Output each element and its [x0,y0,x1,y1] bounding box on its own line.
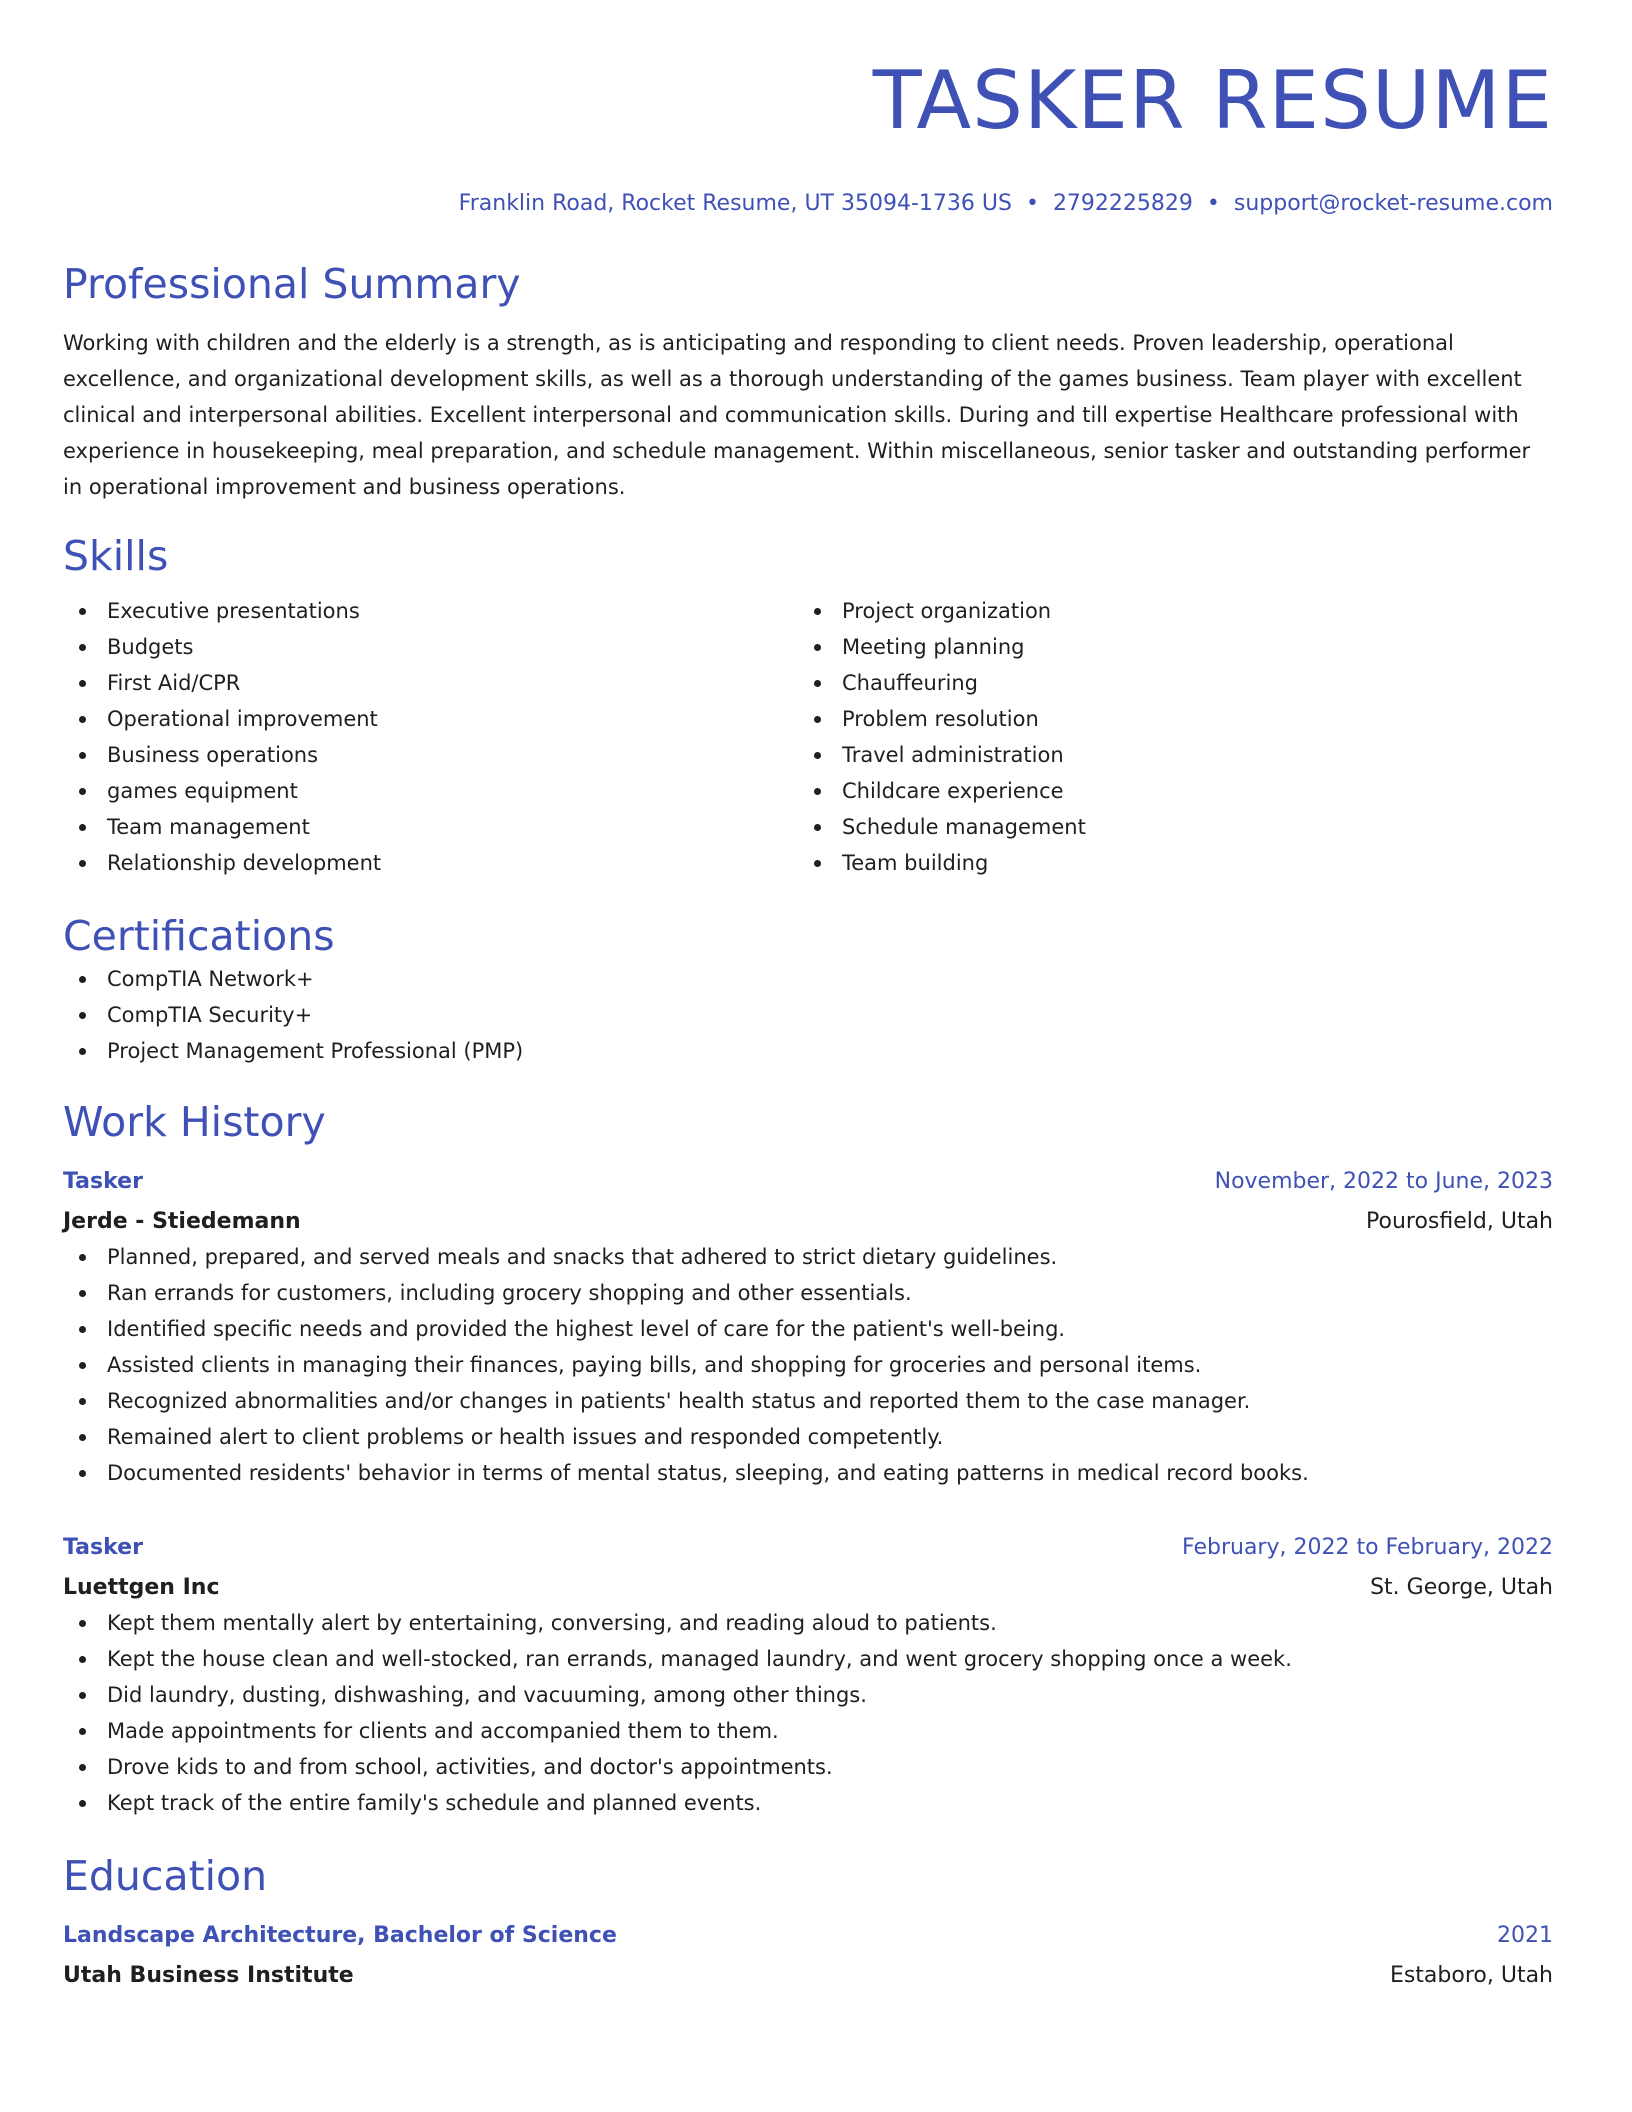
skills-list-right [798,593,1533,881]
job-duty-text: Planned, prepared, and served meals and snacks that adhered to strict dietary guidelines. [107,1245,1058,1269]
education-location: Estaboro, Utah [1389,1963,1553,1988]
bullet-icon [79,1692,86,1699]
skill-label: Project organization [842,599,1052,623]
contact-separator: • [1206,191,1220,216]
bullet-icon [79,1254,86,1261]
job-duty-text: Made appointments for clients and accompanied them to them. [107,1719,779,1743]
education-header-row [63,1919,1553,1953]
job-header-row [63,1531,1553,1565]
bullet-icon [814,608,821,615]
certification-label: CompTIA Security+ [107,1003,313,1027]
skills-column-right [798,593,1533,881]
skills-list-left [63,593,798,881]
skill-label: Chauffeuring [842,671,978,695]
resume-name: TASKER RESUME [872,54,1553,147]
job-duty [63,1275,1553,1311]
work-history-heading: Work History [63,1098,326,1146]
job-title: Tasker [63,1535,143,1560]
bullet-icon [79,1290,86,1297]
skill-label: Executive presentations [107,599,360,623]
skill-item [798,809,1533,845]
bullet-icon [79,1398,86,1405]
job-duty [63,1419,1553,1455]
skill-item [798,737,1533,773]
skill-item [798,665,1533,701]
bullet-icon [814,644,821,651]
bullet-icon [79,824,86,831]
skills-heading: Skills [63,532,169,580]
job-duty [63,1383,1553,1419]
certification-label: CompTIA Network+ [107,967,314,991]
skill-label: Relationship development [107,851,382,875]
job-duty-text: Drove kids to and from school, activities, and doctor's appointments. [107,1755,833,1779]
job-duty-text: Documented residents' behavior in terms of mental status, sleeping, and eating patterns in medical record books. [107,1461,1309,1485]
bullet-icon [79,788,86,795]
bullet-icon [79,1434,86,1441]
job-company: Luettgen Inc [63,1575,220,1600]
job-location: St. George, Utah [1370,1575,1553,1600]
bullet-icon [79,680,86,687]
bullet-icon [79,1764,86,1771]
job-duty-text: Remained alert to client problems or health issues and responded competently. [107,1425,944,1449]
job-duty-text: Identified specific needs and provided the highest level of care for the patient's well-being. [107,1317,1066,1341]
job-duty [63,1347,1553,1383]
job-duty-text: Kept track of the entire family's schedule and planned events. [107,1791,762,1815]
job-duty-text: Ran errands for customers, including grocery shopping and other essentials. [107,1281,912,1305]
job-entry [63,1531,1553,1821]
skill-label: games equipment [107,779,298,803]
bullet-icon [79,1326,86,1333]
bullet-icon [79,860,86,867]
bullet-icon [79,716,86,723]
job-company: Jerde - Stiedemann [63,1209,301,1234]
job-duty [63,1677,1553,1713]
bullet-icon [79,976,86,983]
job-duty [63,1785,1553,1821]
job-duty-text: Recognized abnormalities and/or changes in patients' health status and reported them to the case manager. [107,1389,1251,1413]
skill-label: Team management [107,815,310,839]
job-duty-text: Assisted clients in managing their finances, paying bills, and shopping for groceries and personal items. [107,1353,1202,1377]
bullet-icon [79,644,86,651]
bullet-icon [79,1048,86,1055]
contact-separator: • [1025,191,1039,216]
skill-label: Schedule management [842,815,1086,839]
skill-label: Team building [842,851,989,875]
skill-label: Problem resolution [842,707,1039,731]
education-school: Utah Business Institute [63,1963,354,1988]
bullet-icon [814,752,821,759]
certification-item [63,961,1553,997]
bullet-icon [79,1728,86,1735]
certification-item [63,1033,1553,1069]
skill-label: First Aid/CPR [107,671,241,695]
skill-label: Travel administration [842,743,1064,767]
certifications-list [63,961,1553,1069]
job-entry [63,1165,1553,1491]
bullet-icon [814,824,821,831]
skill-item [63,701,798,737]
bullet-icon [814,860,821,867]
job-duty-text: Kept the house clean and well-stocked, ran errands, managed laundry, and went grocery shopping once a week. [107,1647,1292,1671]
skill-item [63,737,798,773]
skill-item [63,773,798,809]
skill-item [798,629,1533,665]
bullet-icon [79,1362,86,1369]
job-dates: February, 2022 to February, 2022 [1182,1535,1553,1560]
education-year: 2021 [1497,1923,1553,1948]
summary-heading: Professional Summary [63,260,521,308]
certification-item [63,997,1553,1033]
job-header-row [63,1165,1553,1199]
job-duty [63,1605,1553,1641]
skill-label: Budgets [107,635,194,659]
job-duty [63,1239,1553,1275]
job-duty-text: Kept them mentally alert by entertaining, conversing, and reading aloud to patients. [107,1611,997,1635]
education-school-row [63,1953,1553,1993]
job-location: Pourosfield, Utah [1366,1209,1553,1234]
skill-item [798,845,1533,881]
bullet-icon [79,1800,86,1807]
bullet-icon [79,1470,86,1477]
contact-line [63,189,1553,219]
skills-column-left [63,593,798,881]
skill-item [63,629,798,665]
job-duties-list [63,1605,1553,1821]
skill-item [63,809,798,845]
education-entry [63,1919,1553,1993]
certification-label: Project Management Professional (PMP) [107,1039,524,1063]
bullet-icon [814,788,821,795]
skill-item [798,701,1533,737]
job-duty [63,1713,1553,1749]
skill-item [63,665,798,701]
skill-label: Business operations [107,743,319,767]
resume-page [63,0,1553,1993]
skill-label: Meeting planning [842,635,1025,659]
skill-item [798,773,1533,809]
contact-email[interactable]: support@rocket-resume.com [1233,191,1553,216]
job-company-row [63,1565,1553,1605]
job-title: Tasker [63,1169,143,1194]
bullet-icon [79,1656,86,1663]
job-duty [63,1311,1553,1347]
job-duty [63,1455,1553,1491]
bullet-icon [79,752,86,759]
skill-label: Childcare experience [842,779,1064,803]
contact-address: Franklin Road, Rocket Resume, UT 35094-1736 US [458,191,1012,216]
bullet-icon [79,608,86,615]
skill-item [63,593,798,629]
summary-text: Working with children and the elderly is a strength, as is anticipating and responding to client needs. Proven leadership, operational excellence, and organizational development skills, as well as a thorough understanding of the games business. Team player with excellent clinical and interpersonal abilities. Excellent interpersonal and communication skills. During and till expertise Healthcare professional with experience in housekeeping, meal preparation, and schedule management. Within miscellaneous, senior tasker and outstanding performer in operational improvement and business operations. [63,331,1531,499]
job-duties-list [63,1239,1553,1491]
bullet-icon [79,1012,86,1019]
education-heading: Education [63,1852,268,1900]
skill-label: Operational improvement [107,707,378,731]
job-duty-text: Did laundry, dusting, dishwashing, and vacuuming, among other things. [107,1683,867,1707]
education-degree: Landscape Architecture, Bachelor of Science [63,1923,617,1948]
job-dates: November, 2022 to June, 2023 [1214,1169,1553,1194]
job-company-row [63,1199,1553,1239]
contact-phone[interactable]: 2792225829 [1052,191,1193,216]
skills-grid [63,593,1553,881]
job-duty [63,1749,1553,1785]
bullet-icon [79,1620,86,1627]
skill-item [63,845,798,881]
certifications-heading: Certifications [63,912,335,960]
bullet-icon [814,716,821,723]
bullet-icon [814,680,821,687]
skill-item [798,593,1533,629]
job-duty [63,1641,1553,1677]
